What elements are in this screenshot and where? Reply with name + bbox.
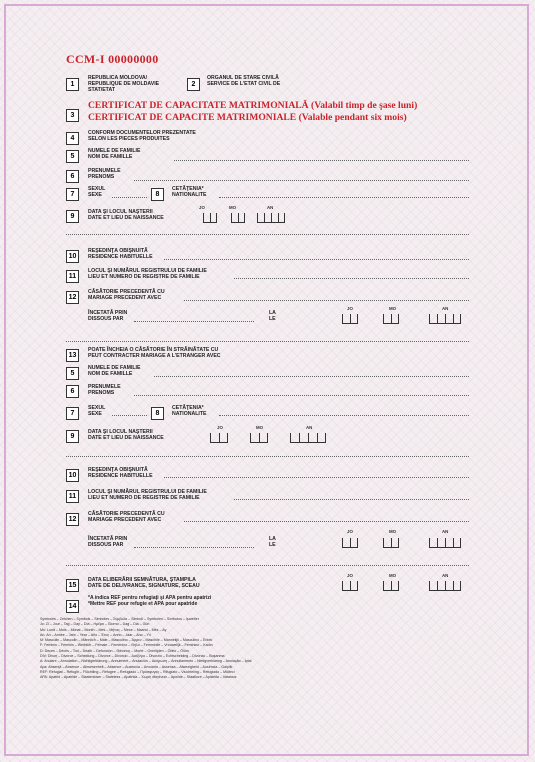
birth-year-cells-2[interactable]: [290, 433, 326, 443]
sex-field-line-2[interactable]: [112, 415, 147, 416]
label-line: PRENUMELE: [88, 168, 121, 174]
field-number-6-second: 6: [66, 385, 79, 398]
casatorie-field-line-2[interactable]: [184, 521, 469, 522]
prenume-field-line-2[interactable]: [134, 395, 469, 396]
label-sex-2: [88, 405, 105, 417]
label-data-loc-2: [88, 429, 164, 441]
label-data-eliberarii: [88, 577, 200, 589]
an-label: AN: [442, 529, 449, 534]
label-line: DISSOUS PAR: [88, 316, 124, 323]
field-number-5: 5: [66, 150, 79, 163]
label-incetata: [88, 310, 127, 322]
label-line: CĂSĂTORIE PRECEDENTĂ CU: [88, 289, 165, 295]
an-label: AN: [442, 573, 449, 578]
birth-year-cells[interactable]: [257, 213, 285, 223]
sex-field-line[interactable]: [112, 197, 147, 198]
dissolution-month-cells[interactable]: [383, 314, 399, 324]
separator-line: [66, 341, 469, 342]
incetata-field-line[interactable]: [134, 321, 254, 322]
footer-line: Symboles – Zeichen – Symbols – Simboles – Σύμβολα – Simboli – Symbolen – Símbolos – Işaretler: [40, 617, 199, 621]
label-line: NUMELE DE FAMILIE: [88, 365, 141, 371]
header-left-line: STAT/ETAT: [88, 87, 115, 94]
field-number-1: 1: [66, 78, 79, 91]
field-number-5-second: 5: [66, 367, 79, 380]
label-locul-2: [88, 489, 207, 501]
label-line: SEXUL: [88, 405, 106, 411]
label-line: CONFORM DOCUMENTELOR PREZENTATE: [88, 130, 196, 136]
dissolution-year-cells-2[interactable]: [429, 538, 461, 548]
issue-day-cells[interactable]: [342, 581, 358, 591]
title-fr: CERTIFICAT DE CAPACITE MATRIMONIALE (Valable pendant six mois): [88, 112, 407, 123]
nume-field-line-2[interactable]: [154, 376, 469, 377]
field-number-10-second: 10: [66, 469, 79, 482]
an-label: AN: [306, 425, 313, 430]
resedinta-field-line-2[interactable]: [164, 477, 469, 478]
label-incetata-2: [88, 536, 127, 548]
label-line: ÎNCETATĂ PRIN: [88, 536, 128, 542]
mo-label: MO: [229, 205, 237, 210]
dissolution-day-cells-2[interactable]: [342, 538, 358, 548]
label-line: CETĂŢENIA*: [172, 405, 204, 411]
label-line: PEUT CONTRACTER MARIAGE A L'ETRANGER AVEC: [88, 353, 221, 360]
label-conform: [88, 130, 196, 142]
field-number-10: 10: [66, 250, 79, 263]
label-line: NOM DE FAMILLE: [88, 371, 133, 378]
label-line: LOCUL ŞI NUMĂRUL REGISTRULUI DE FAMILIE: [88, 268, 207, 274]
issue-year-cells[interactable]: [429, 581, 461, 591]
label-line: MARIAGE PRECEDENT AVEC: [88, 517, 162, 524]
label-line: DATA ELIBERĂRII SEMNĂTURA, ŞTAMPILA: [88, 577, 196, 583]
field-number-9-second: 9: [66, 430, 79, 443]
label-line: MARIAGE PRECEDENT AVEC: [88, 295, 162, 302]
label-line: LA: [269, 310, 276, 316]
note-line: *Mettre REF pour refugie et APA pour apatride: [88, 601, 198, 607]
label-line: SEXUL: [88, 186, 106, 192]
field-number-12-second: 12: [66, 513, 79, 526]
title-ro: CERTIFICAT DE CAPACITATE MATRIMONIALĂ (Valabil timp de şase luni): [88, 100, 418, 111]
field-number-2: 2: [187, 78, 200, 91]
dissolution-month-cells-2[interactable]: [383, 538, 399, 548]
label-line: SEXE: [88, 411, 102, 418]
header-left: [88, 75, 159, 94]
label-line: POATE ÎNCHEIA O CĂSĂTORIE ÎN STRĂINĂTATE CU: [88, 347, 219, 353]
birth-day-cells-2[interactable]: [210, 433, 228, 443]
field-number-3: 3: [66, 109, 79, 122]
mo-label: MO: [389, 573, 397, 578]
footer-legend: [40, 617, 495, 681]
label-line: NOM DE FAMILLE: [88, 154, 133, 161]
note-line: *A indica REF pentru refugiaţi şi APA pentru apatrizi: [88, 595, 212, 601]
note-text: [88, 595, 211, 607]
field-number-15: 15: [66, 579, 79, 592]
footer-line: REF: Refugiat – Réfugié – Flüchtling – Refugee – Refugiado – Πρόσφυγας – Rifugiato – Vluchteling – Refugiado – Mülteci: [40, 669, 235, 674]
label-line: SEXE: [88, 192, 102, 199]
label-line: DATE ET LIEU DE NAISSANCE: [88, 215, 164, 222]
label-line: ÎNCETATĂ PRIN: [88, 310, 128, 316]
mo-label: MO: [389, 529, 397, 534]
mo-label: MO: [389, 306, 397, 311]
label-poate: [88, 347, 221, 359]
separator-line: [66, 234, 469, 235]
issue-month-cells[interactable]: [383, 581, 399, 591]
label-resedinta: [88, 248, 153, 260]
field-number-4: 4: [66, 132, 79, 145]
footer-line: M: Masculin – Masculin – Männlich – Male – Masculino – Άρρεν – Maschile – Mannelijk – Masculino – Erkek: [40, 638, 213, 643]
label-line: REŞEDINŢA OBIŞNUITĂ: [88, 248, 148, 254]
label-locul: [88, 268, 207, 280]
cetatenia-field-line-2[interactable]: [219, 415, 469, 416]
header-left-line: REPUBLIQUE DE MOLDAVIE: [88, 81, 160, 88]
resedinta-field-line[interactable]: [164, 259, 469, 260]
cetatenia-field-line[interactable]: [219, 197, 469, 198]
field-number-7-second: 7: [66, 407, 79, 420]
label-resedinta-2: [88, 467, 153, 479]
label-cetatenia: [172, 186, 206, 198]
label-casatorie-2: [88, 511, 165, 523]
footer-line: A: Anulare – Annulation – Nichtigerklärung – Annulment – Anulación – Ακύρωση – Annullamento – Nietigverklaring – Anulação – İptal: [40, 659, 252, 664]
an-label: AN: [267, 205, 274, 210]
separator-line: [66, 456, 469, 457]
label-la-2: [269, 536, 276, 548]
label-sex: [88, 186, 105, 198]
birth-day-cells[interactable]: [203, 213, 217, 223]
footer-line: APA: Apatrid – Apatride – Staatenloser – Stateless – Apátrida – Χωρίς ιθαγένεια – Apolide – Staatloze – Apátrida – Vatansız: [40, 675, 237, 680]
birth-month-cells[interactable]: [231, 213, 245, 223]
footer-line: F: Feminin – Féminin – Weiblich – Female – Femenino – Θήλυ – Femminile – Vrouwelijk – Feminino – Kadın: [40, 643, 213, 648]
label-line: DATE DE DELIVRANCE, SIGNATURE, SCEAU: [88, 583, 200, 590]
field-number-7: 7: [66, 188, 79, 201]
header-left-line: REPUBLICA MOLDOVA/: [88, 75, 148, 81]
mo-label: MO: [256, 425, 264, 430]
label-line: CETĂŢENIA*: [172, 186, 204, 192]
label-line: LOCUL ŞI NUMĂRUL REGISTRULUI DE FAMILIE: [88, 489, 207, 495]
field-number-11: 11: [66, 270, 79, 283]
label-line: NATIONALITE: [172, 192, 207, 199]
jo-label: JO: [347, 306, 353, 311]
field-number-8: 8: [151, 188, 164, 201]
label-line: PRENOMS: [88, 174, 115, 181]
field-number-11-second: 11: [66, 490, 79, 503]
footer-line: Jo: Zi – Jour – Tag – Day – Día – Ημέρα – Giorno – Dag – Dia – Gün: [40, 622, 150, 627]
label-line: DATE ET LIEU DE NAISSANCE: [88, 435, 164, 442]
dissolution-year-cells[interactable]: [429, 314, 461, 324]
label-prenume-2: [88, 384, 121, 396]
separator-line: [66, 565, 469, 566]
label-line: DATA ŞI LOCUL NAŞTERII: [88, 429, 153, 435]
locul-field-line[interactable]: [234, 278, 469, 279]
jo-label: JO: [199, 205, 205, 210]
field-number-9: 9: [66, 210, 79, 223]
label-line: RESIDENCE HABITUELLE: [88, 254, 153, 261]
label-line: CĂSĂTORIE PRECEDENTĂ CU: [88, 511, 165, 517]
an-label: AN: [442, 306, 449, 311]
label-line: RESIDENCE HABITUELLE: [88, 473, 153, 480]
header-right-line: SERVICE DE L'ETAT CIVIL DE: [207, 81, 281, 88]
footer-line: An: An – Année – Jahr – Year – Año – Έτος – Anno – Jaar – Ano – Yıl: [40, 632, 151, 637]
prenume-field-line[interactable]: [134, 180, 469, 181]
footer-line: Mo: Lună – Mois – Monat – Month – Mes – Μήνας – Mese – Maand – Mês – Ay: [40, 627, 167, 632]
label-line: DATA ŞI LOCUL NAŞTERII: [88, 209, 153, 215]
jo-label: JO: [217, 425, 223, 430]
label-line: LE: [269, 542, 276, 549]
label-line: LIEU ET NUMERO DE REGISTRE DE FAMILIE: [88, 274, 200, 281]
footer-line: D: Deces – Décès – Tod – Death – Defunción – Θάνατος – Morte – Overlijden – Óbito – Ölüm: [40, 648, 189, 653]
label-nume: [88, 148, 140, 160]
label-cetatenia-2: [172, 405, 206, 417]
incetata-field-line-2[interactable]: [134, 547, 254, 548]
locul-field-line-2[interactable]: [234, 499, 469, 500]
field-number-8-second: 8: [151, 407, 164, 420]
footer-line: Apa: Absenţă – Absence – Abwesenheit – Absence – Ausencia – Απουσία – Assenza – Afwezigheid – Ausência – Gaiplik: [40, 664, 233, 669]
label-line: DISSOUS PAR: [88, 542, 124, 549]
jo-label: JO: [347, 573, 353, 578]
footer-line: DIV: Divorţ – Divorce – Scheidung – Divorce – Divorcio – Διαζύγιο – Divorzio – Echtscheiding – Divórcio – Boşanma: [40, 654, 225, 659]
field-number-14: 14: [66, 600, 79, 613]
field-number-12: 12: [66, 291, 79, 304]
label-line: LE: [269, 316, 276, 323]
dissolution-day-cells[interactable]: [342, 314, 358, 324]
label-data-loc: [88, 209, 164, 221]
label-la: [269, 310, 276, 322]
label-prenume: [88, 168, 121, 180]
casatorie-field-line[interactable]: [184, 300, 469, 301]
label-line: SELON LES PIECES PRODUITES: [88, 136, 170, 143]
field-number-13: 13: [66, 349, 79, 362]
field-number-6: 6: [66, 170, 79, 183]
label-line: PRENOMS: [88, 390, 115, 397]
header-right-line: ORGANUL DE STARE CIVILĂ: [207, 75, 279, 81]
label-casatorie: [88, 289, 165, 301]
jo-label: JO: [347, 529, 353, 534]
label-line: NATIONALITE: [172, 411, 207, 418]
label-line: LA: [269, 536, 276, 542]
nume-field-line[interactable]: [174, 160, 469, 161]
label-line: LIEU ET NUMERO DE REGISTRE DE FAMILIE: [88, 495, 200, 502]
birth-month-cells-2[interactable]: [250, 433, 268, 443]
serial-number: CCM-I 00000000: [66, 52, 159, 66]
label-nume-2: [88, 365, 140, 377]
label-line: PRENUMELE: [88, 384, 121, 390]
header-right: [207, 75, 280, 87]
label-line: REŞEDINŢA OBIŞNUITĂ: [88, 467, 148, 473]
label-line: NUMELE DE FAMILIE: [88, 148, 141, 154]
